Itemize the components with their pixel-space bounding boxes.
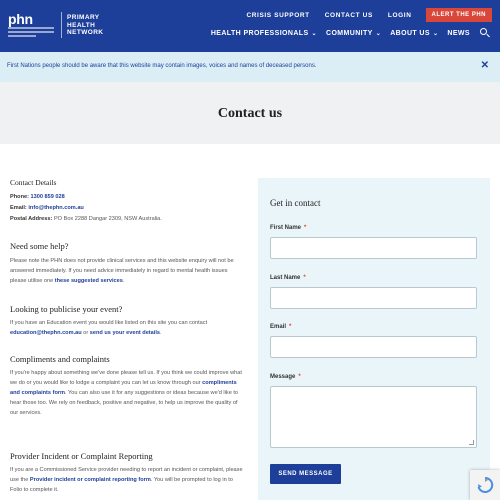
nav-item-label: COMMUNITY: [325, 29, 373, 37]
education-email-link[interactable]: education@thephn.com.au: [10, 330, 82, 336]
required-marker: *: [298, 374, 301, 380]
phone-link[interactable]: 1300 859 028: [30, 194, 65, 200]
notice-text: First Nations people should be aware that this website may contain images, voices and names of deceased persons.: [7, 63, 317, 69]
first-name-input[interactable]: [270, 237, 477, 259]
required-marker: *: [289, 324, 292, 330]
nav-item-label: HEALTH PROFESSIONALS: [210, 29, 309, 37]
last-name-label: Last Name *: [270, 275, 306, 281]
utility-nav: [231, 8, 492, 22]
email-label: Email *: [270, 324, 292, 330]
logo[interactable]: [8, 11, 104, 36]
provider-report-form-link[interactable]: Provider incident or complaint reporting form: [29, 477, 151, 483]
contact-form-card: [258, 178, 490, 500]
provider-heading: Provider Incident or Complaint Reporting: [10, 451, 153, 461]
email-link[interactable]: info@thephn.com.au: [28, 205, 84, 211]
contact-us-link[interactable]: CONTACT US: [324, 11, 373, 19]
recaptcha-icon: [476, 476, 494, 494]
nav-news[interactable]: [447, 30, 470, 37]
email-input[interactable]: [270, 336, 477, 358]
main-nav: [202, 28, 490, 38]
compliments-heading: Compliments and complaints: [10, 354, 110, 364]
page-title: Contact us: [217, 106, 283, 121]
phone-label: Phone:: [10, 194, 29, 200]
resize-handle-icon[interactable]: [469, 440, 474, 445]
close-icon[interactable]: ✕: [480, 60, 489, 71]
nav-community[interactable]: [326, 30, 381, 37]
nav-about-us[interactable]: [390, 30, 438, 37]
logo-name-line: NETWORK: [67, 29, 104, 36]
logo-phn-text: phn: [8, 11, 33, 27]
logo-divider: [61, 12, 62, 38]
recaptcha-badge[interactable]: [470, 470, 500, 500]
last-name-input[interactable]: [270, 287, 477, 309]
required-marker: *: [303, 275, 306, 281]
help-paragraph: Please note the PHN does not provide clinical services and this website enquiry will not be answered immediately. If you need advice immediately in regard to mental health issues please utilise one these suggested services.: [10, 258, 234, 284]
site-header: [0, 0, 500, 52]
send-message-button[interactable]: SEND MESSAGE: [270, 464, 341, 484]
provider-paragraph: If you are a Commissioned Service provider needing to report an incident or complaint, please use the Provider incident or complaint reporting form. You will be prompted to log in to Folio to complete it.: [10, 467, 243, 493]
crisis-support-link[interactable]: CRISIS SUPPORT: [246, 11, 310, 19]
login-link[interactable]: LOGIN: [387, 11, 412, 19]
compliments-form-link[interactable]: compliments and complaints form: [10, 380, 237, 396]
first-name-label: First Name *: [270, 225, 307, 231]
logo-name-line: PRIMARY: [67, 14, 100, 21]
email-line: [10, 205, 84, 211]
publicise-paragraph: If you have an Education event you would like listed on this site you can contact education@thephn.com.au or send us your event details.: [10, 320, 208, 336]
compliments-paragraph: If you're happy about something we've done please tell us. If you think we could improve what we do or you would like to lodge a complaint you can let us know through our compliments and complaints form. You can also use it for any suggestions or ideas because we'd like to hear those too. We rely on feedback, positive and negative, to help us improve the quality of our services.: [10, 370, 242, 416]
nav-item-label: ABOUT US: [390, 29, 430, 37]
event-details-link[interactable]: send us your event details: [89, 330, 161, 336]
form-title: Get in contact: [270, 198, 321, 208]
logo-name-line: HEALTH: [67, 21, 96, 29]
chevron-down-icon: ⌄: [432, 30, 439, 37]
required-marker: *: [304, 225, 307, 231]
chevron-down-icon: ⌄: [375, 30, 382, 37]
alert-the-phn-button[interactable]: ALERT THE PHN: [426, 8, 493, 22]
contact-details-heading: Contact Details: [10, 178, 57, 187]
page-title-band: [0, 82, 500, 144]
logo-subtext-lines: [8, 27, 54, 41]
search-icon[interactable]: [480, 28, 490, 38]
nav-health-professionals[interactable]: [211, 30, 317, 37]
message-textarea[interactable]: [270, 386, 477, 448]
deceased-persons-notice: [0, 52, 500, 82]
postal-line: [10, 216, 162, 222]
postal-address: PO Box 2288 Dangar 2309, NSW Australia.: [53, 216, 162, 222]
phone-line: [10, 194, 65, 200]
chevron-down-icon: ⌄: [311, 30, 317, 37]
email-label: Email:: [10, 205, 27, 211]
publicise-heading: Looking to publicise your event?: [10, 304, 123, 314]
logo-name: [67, 14, 127, 37]
message-label: Message *: [270, 374, 301, 380]
help-heading: Need some help?: [10, 241, 69, 251]
postal-label: Postal Address:: [10, 216, 53, 222]
nav-item-label: NEWS: [447, 29, 470, 37]
suggested-services-link[interactable]: these suggested services: [54, 278, 123, 284]
